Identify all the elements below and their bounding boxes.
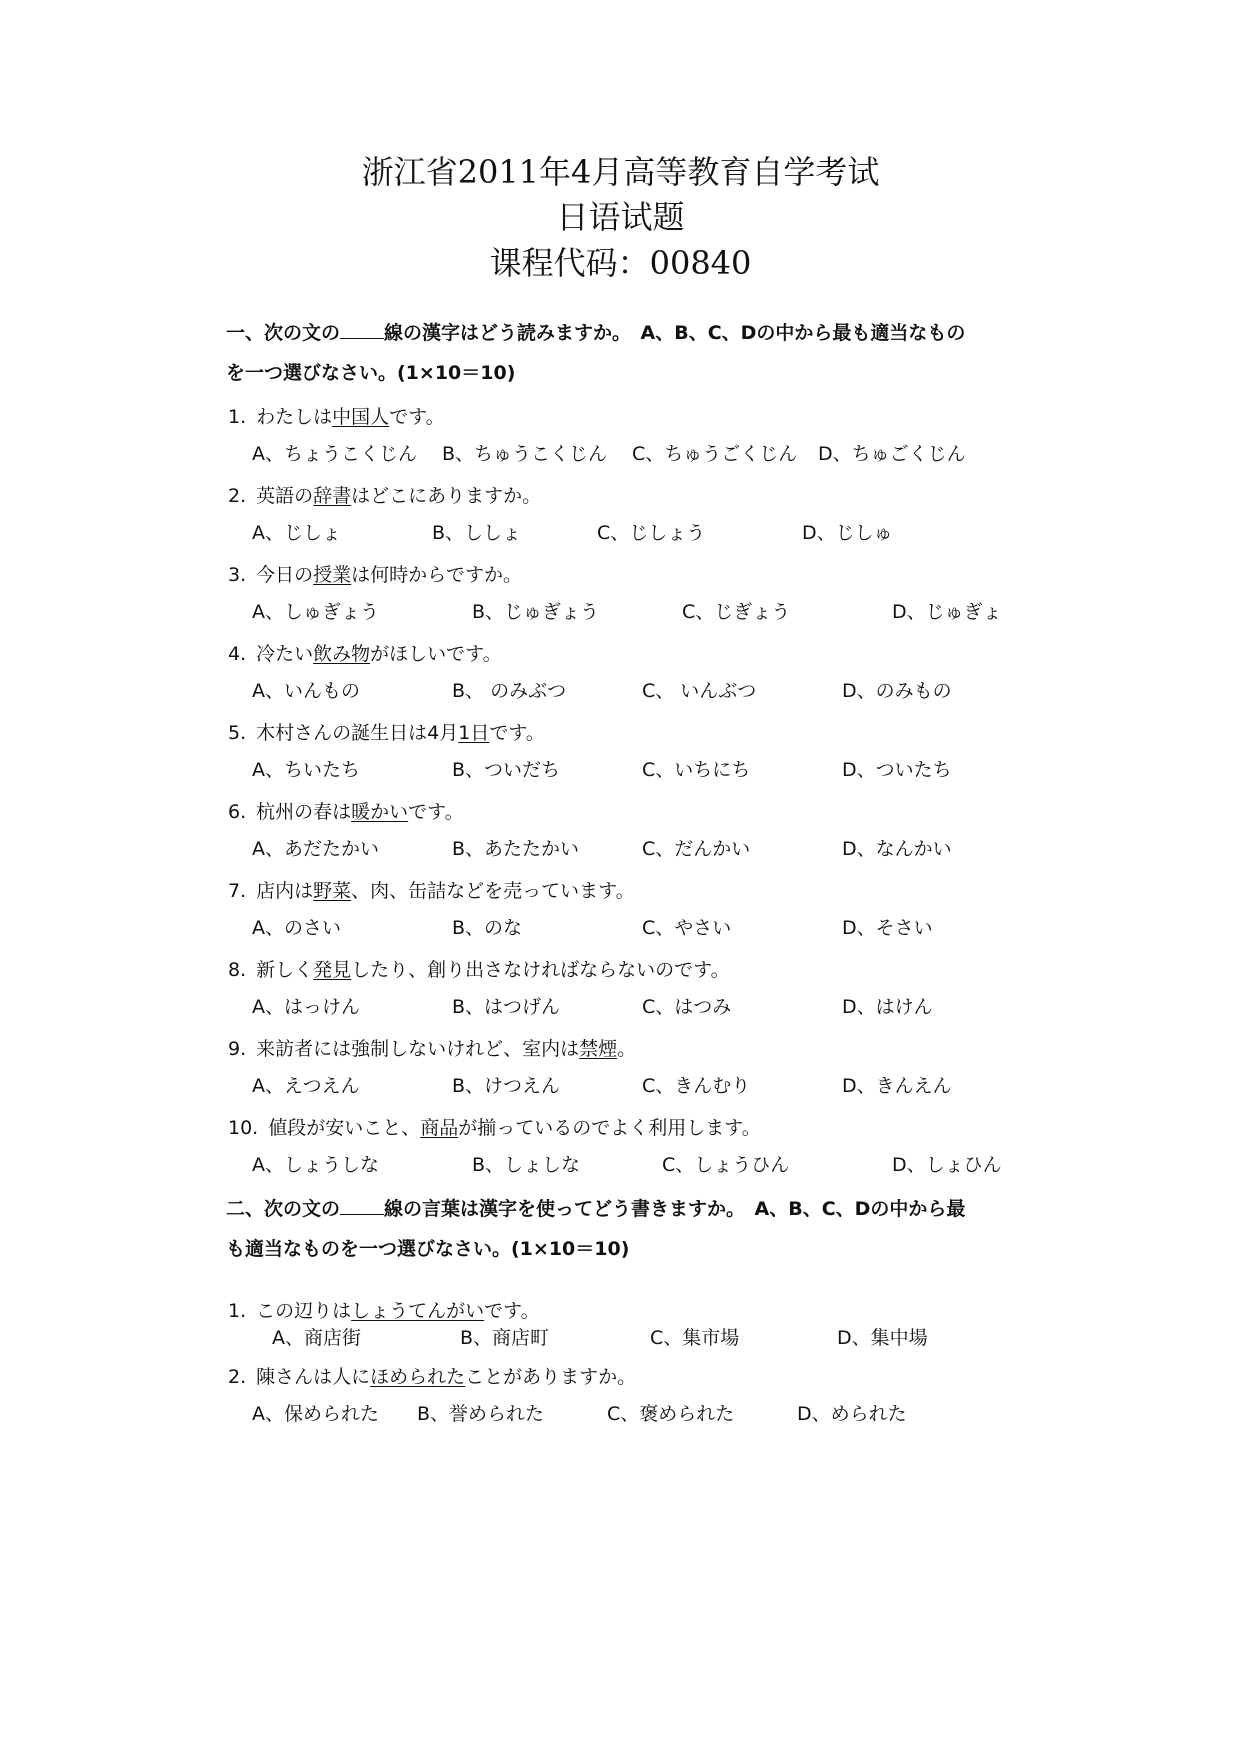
- question-text: 木村さんの誕生日は4月: [256, 722, 459, 744]
- option-a[interactable]: A、えつえん: [252, 1075, 360, 1097]
- section1-question-3: [228, 562, 522, 588]
- option-a[interactable]: A、しゅぎょう: [252, 601, 379, 623]
- underline-blank: [340, 1198, 384, 1215]
- question-number: 9.: [228, 1038, 247, 1060]
- option-c[interactable]: C、集市場: [650, 1327, 740, 1349]
- option-b[interactable]: B、しょしな: [472, 1154, 581, 1176]
- option-d[interactable]: D、なんかい: [842, 838, 952, 860]
- option-d[interactable]: D、はけん: [842, 996, 933, 1018]
- option-c[interactable]: C、褒められた: [607, 1403, 735, 1425]
- option-b[interactable]: B、誉められた: [417, 1403, 545, 1425]
- underlined-target: 禁煙: [579, 1038, 618, 1060]
- question-text: 店内は: [256, 880, 314, 902]
- underlined-target: しょうてんがい: [351, 1300, 485, 1322]
- option-a[interactable]: A、ちいたち: [252, 759, 360, 781]
- question-text: は何時からですか。: [351, 564, 522, 586]
- section-1-instruction-line-2: を一つ選びなさい。(1×10＝10): [226, 362, 516, 384]
- question-number: 5.: [228, 722, 247, 744]
- option-c[interactable]: C、やさい: [642, 917, 732, 939]
- section-2-instruction-line-2: も適当なものを一つ選びなさい。(1×10＝10): [226, 1238, 630, 1260]
- option-c[interactable]: C、ちゅうごくじん: [632, 443, 798, 465]
- underlined-target: 暖かい: [351, 801, 409, 823]
- option-b[interactable]: B、 のみぶつ: [452, 680, 567, 702]
- question-text: この辺りは: [256, 1300, 352, 1322]
- section1-question-10: [228, 1115, 761, 1141]
- option-d[interactable]: D、ちゅごくじん: [818, 443, 966, 465]
- question-number: 1.: [228, 406, 247, 428]
- option-a[interactable]: A、保められた: [252, 1403, 379, 1425]
- question-number: 8.: [228, 959, 247, 981]
- option-c[interactable]: C、じしょう: [597, 522, 706, 544]
- question-number: 1.: [228, 1300, 247, 1322]
- option-b[interactable]: B、じゅぎょう: [472, 601, 600, 623]
- option-a[interactable]: A、ちょうこくじん: [252, 443, 417, 465]
- section1-question-4: [228, 641, 502, 667]
- option-b[interactable]: B、ついだち: [452, 759, 561, 781]
- option-b[interactable]: B、けつえん: [452, 1075, 561, 1097]
- option-a[interactable]: A、じしょ: [252, 522, 341, 544]
- question-number: 3.: [228, 564, 247, 586]
- underlined-target: 野菜: [313, 880, 352, 902]
- question-text: 。: [617, 1038, 637, 1060]
- question-text: 杭州の春は: [256, 801, 352, 823]
- option-c[interactable]: C、はつみ: [642, 996, 732, 1018]
- question-text: です。: [408, 801, 464, 823]
- underlined-target: 商品: [420, 1117, 459, 1139]
- option-b[interactable]: B、商店町: [460, 1327, 550, 1349]
- question-number: 2.: [228, 485, 247, 507]
- option-d[interactable]: D、そさい: [842, 917, 933, 939]
- question-text: はどこにありますか。: [351, 485, 542, 507]
- question-number: 10.: [228, 1117, 259, 1139]
- question-text: したり、創り出さなければならないのです。: [351, 959, 730, 981]
- section1-question-7: [228, 878, 635, 904]
- underlined-target: 飲み物: [313, 643, 371, 665]
- underline-blank: [340, 322, 384, 339]
- option-d[interactable]: D、集中場: [837, 1327, 928, 1349]
- option-c[interactable]: C、しょうひん: [662, 1154, 790, 1176]
- question-text: 陳さんは人に: [256, 1366, 371, 1388]
- section-1-heading: [226, 313, 1066, 393]
- option-c[interactable]: C、 いんぶつ: [642, 680, 757, 702]
- question-text: 新しく: [256, 959, 314, 981]
- section1-question-6: [228, 799, 464, 825]
- question-text: ことがありますか。: [465, 1366, 637, 1388]
- option-a[interactable]: A、しょうしな: [252, 1154, 379, 1176]
- section1-question-2: [228, 483, 541, 509]
- course-code: 课程代码：00840: [489, 244, 752, 282]
- option-a[interactable]: A、あだたかい: [252, 838, 379, 860]
- question-text: わたしは: [256, 406, 333, 428]
- question-text: 、肉、缶詰などを売っています。: [351, 880, 635, 902]
- exam-title: 浙江省2011年4月高等教育自学考试: [361, 153, 880, 191]
- underlined-target: 辞書: [313, 485, 352, 507]
- question-text: がほしいです。: [370, 643, 502, 665]
- option-a[interactable]: A、いんもの: [252, 680, 360, 702]
- question-text: 英語の: [256, 485, 314, 507]
- question-number: 2.: [228, 1366, 247, 1388]
- section2-question-1: [228, 1298, 540, 1324]
- underlined-target: 中国人: [332, 406, 390, 428]
- question-number: 7.: [228, 880, 247, 902]
- question-number: 4.: [228, 643, 247, 665]
- option-d[interactable]: D、しょひん: [892, 1154, 1002, 1176]
- question-text: 冷たい: [256, 643, 314, 665]
- option-c[interactable]: C、きんむり: [642, 1075, 751, 1097]
- underlined-target: ほめられた: [370, 1366, 466, 1388]
- section-1-instruction-line-1: 一、次の文の 線の漢字はどう読みますか。 A、B、C、Dの中から最も適当なもの: [226, 322, 966, 344]
- option-b[interactable]: B、ちゅうこくじん: [442, 443, 608, 465]
- section1-question-8: [228, 957, 730, 983]
- exam-subject: 日语试题: [556, 198, 685, 236]
- question-text: 値段が安いこと、: [268, 1117, 421, 1139]
- question-number: 6.: [228, 801, 247, 823]
- question-text: です。: [489, 722, 545, 744]
- option-a[interactable]: A、商店街: [272, 1327, 361, 1349]
- option-c[interactable]: C、いちにち: [642, 759, 751, 781]
- option-b[interactable]: B、あたたかい: [452, 838, 580, 860]
- question-text: が揃っているのでよく利用します。: [458, 1117, 761, 1139]
- option-d[interactable]: D、のみもの: [842, 680, 952, 702]
- option-c[interactable]: C、じぎょう: [682, 601, 791, 623]
- section1-question-9: [228, 1036, 636, 1062]
- underlined-target: 発見: [313, 959, 352, 981]
- option-a[interactable]: A、はっけん: [252, 996, 360, 1018]
- question-text: 来訪者には強制しないけれど、室内は: [256, 1038, 580, 1060]
- question-text: 今日の: [256, 564, 314, 586]
- section-2-instruction-line-1: 二、次の文の 線の言葉は漢字を使ってどう書きますか。 A、B、C、Dの中から最: [226, 1198, 966, 1220]
- section2-question-2: [228, 1364, 636, 1390]
- option-d[interactable]: D、じゅぎょ: [892, 601, 1002, 623]
- option-d[interactable]: D、きんえん: [842, 1075, 952, 1097]
- question-text: です。: [484, 1300, 540, 1322]
- section-2-heading: [226, 1189, 1066, 1269]
- option-d[interactable]: D、じしゅ: [802, 522, 893, 544]
- underlined-target: 授業: [313, 564, 352, 586]
- option-a[interactable]: A、のさい: [252, 917, 341, 939]
- option-b[interactable]: B、のな: [452, 917, 523, 939]
- option-d[interactable]: D、ついたち: [842, 759, 952, 781]
- section1-question-5: [228, 720, 545, 746]
- underlined-target: 1日: [458, 722, 490, 744]
- option-d[interactable]: D、められた: [797, 1403, 907, 1425]
- section1-question-1: [228, 404, 445, 430]
- option-b[interactable]: B、ししょ: [432, 522, 522, 544]
- option-b[interactable]: B、はつげん: [452, 996, 561, 1018]
- option-c[interactable]: C、だんかい: [642, 838, 751, 860]
- question-text: です。: [389, 406, 445, 428]
